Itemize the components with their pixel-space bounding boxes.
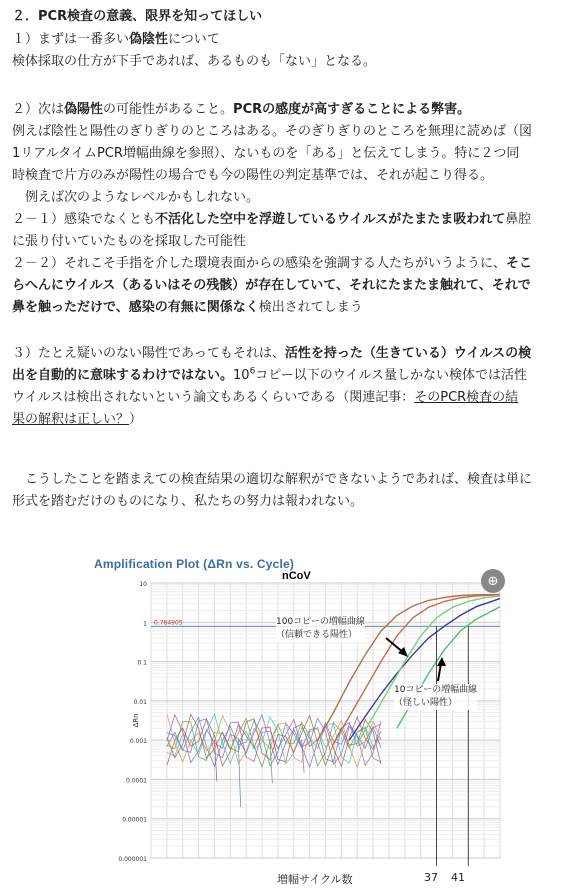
p4-line1: こうしたことを踏まえての検査結果の適切な解釈ができないようであれば、検査は単に [12, 472, 533, 487]
p2-line1 [12, 99, 578, 121]
p3-text-a: ３）たとえ疑いのない陽性であってもそれは、 [12, 346, 285, 361]
p22-bold-c: らへんにウイルス（あるいはその残骸）が存在していて、それにたまたま触れて、それで [12, 278, 531, 293]
annotation-100-copies [276, 616, 365, 642]
annotation-10-copies [394, 684, 477, 710]
p21-text-d: に張り付いていたものを採取した可能性 [12, 234, 247, 249]
y-tick-label: 1 [143, 620, 147, 628]
p3-ten: 10 [233, 368, 250, 383]
p22-bold-d: 鼻を触っただけで、感染の有無に関係なく [12, 300, 259, 315]
plot-subtitle: nCoV [282, 570, 311, 582]
zoom-in-icon[interactable]: ⊕ [481, 569, 505, 593]
p3-exponent: 6 [249, 366, 256, 377]
section-heading: ２．PCR検査の意義、限界を知ってほしい [12, 9, 263, 24]
annotation-100-line2: （信頼できる陽性） [276, 630, 358, 640]
p21-text-a: ２－１）感染でなくとも [12, 212, 156, 227]
p2-bold-false-positive: 偽陽性 [64, 102, 104, 117]
p2-line3: 1リアルタイムPCR増幅曲線を参照）、ないものを「ある」と伝えてしまう。特に２つ同 [12, 146, 520, 161]
p3-close-paren: ） [129, 412, 143, 427]
annotation-10-line2: （怪しい陽性） [394, 698, 458, 708]
p2-line4: 時検査で片方のみが陽性の場合でも今の陽性の判定基準では、それが起こり得る。 [12, 168, 494, 183]
threshold-label: 0.784905 [154, 619, 183, 627]
p22-bold-b: そこ [506, 256, 533, 271]
p3-bold-b: 活性を持った（生きている）ウイルスの検 [284, 346, 532, 361]
annotation-100-line1: 100コピーの増幅曲線 [276, 617, 365, 627]
p21-text-c: 鼻腔 [505, 212, 532, 227]
paragraph-1 [12, 29, 578, 73]
p1-text-a: １）まずは一番多い [12, 32, 130, 47]
amplification-plot-figure [86, 553, 516, 890]
related-article-link-cont[interactable]: 果の解釈は正しい？ [12, 412, 130, 427]
p3-bold-c: 出を自動的に意味するわけではない。 [12, 368, 234, 383]
plot-title: Amplification Plot (ΔRn vs. Cycle) [94, 557, 295, 571]
paragraph-2-1 [12, 209, 578, 253]
p1-line2: 検体採取の仕方が下手であれば、あるものも「ない」となる。 [12, 54, 377, 69]
y-tick-label: 10 [139, 581, 147, 588]
y-tick-label: 0.0001 [126, 777, 147, 785]
p3-text-f: コピー以下のウイルス量しかない検体では活性 [255, 368, 527, 383]
p1-bold-false-negative: 偽陰性 [129, 32, 169, 47]
y-tick-label: 0.001 [129, 738, 147, 746]
y-tick-label: 0.000001 [118, 856, 147, 863]
y-tick-label: 0.00001 [122, 816, 147, 824]
annotation-10-line1: 10コピーの増幅曲線 [394, 685, 478, 695]
p2-line2: 例えば陰性と陽性のぎりぎりのところはある。そのぎりぎりのところを無理に読めば（図 [12, 124, 533, 139]
p4-line2: 形式を踏むだけのものになり、私たちの努力は報われない。 [12, 494, 364, 509]
x-axis-label: 増幅サイクル数 [277, 873, 353, 886]
paragraph-3 [12, 343, 578, 431]
paragraph-2-2 [12, 253, 578, 319]
p2-text-c: の可能性があること。 [103, 102, 234, 117]
p21-bold: 不活化した空中を浮遊しているウイルスがたまたま吸われて [155, 212, 506, 227]
paragraph-4 [12, 469, 578, 513]
y-tick-label: 0.01 [133, 698, 147, 706]
cycle-label-41: 41 [451, 871, 465, 884]
amplification-chart [86, 553, 516, 890]
p1-text-c: について [168, 32, 220, 47]
cycle-label-37: 37 [424, 871, 438, 884]
p3-text-g: ウイルスは検出されないという論文もあるくらいである（関連記事： [12, 390, 415, 405]
y-tick-label: 0.1 [137, 659, 147, 667]
p1-line1 [12, 29, 578, 51]
p22-text-a: ２－２）それこそ手指を介した環境表面からの感染を強調する人たちがいうように、 [12, 256, 507, 271]
p2-bold-sensitivity: PCRの感度が高すぎることによる弊害。 [233, 102, 471, 117]
p2-text-a: ２）次は [12, 102, 65, 117]
paragraph-2 [12, 99, 578, 209]
y-axis-label: ΔRn [132, 713, 140, 728]
p2-line5: 例えば次のようなレベルかもしれない。 [12, 190, 260, 205]
p22-text-e: 検出されてしまう [258, 300, 363, 315]
related-article-link[interactable]: そのPCR検査の結 [414, 390, 519, 405]
